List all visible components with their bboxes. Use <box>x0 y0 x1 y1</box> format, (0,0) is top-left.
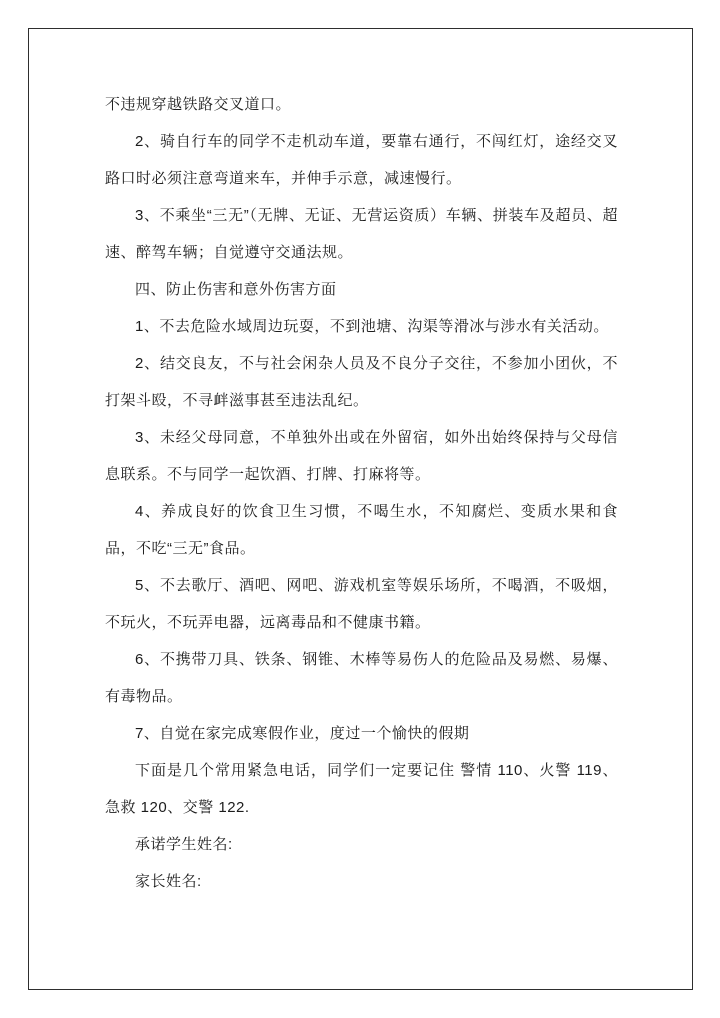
section-heading: 四、防止伤害和意外伤害方面 <box>135 281 337 298</box>
paragraph: 1、不去危险水域周边玩耍，不到池塘、沟渠等滑冰与涉水有关活动。 <box>135 318 609 335</box>
signature-line-parent: 家长姓名: <box>135 873 202 890</box>
paragraph: 5、不去歌厅、酒吧、网吧、游戏机室等娱乐场所，不喝酒，不吸烟，不玩火，不玩弄电器，远离毒品和不健康书籍。 <box>105 577 618 631</box>
paragraph: 6、不携带刀具、铁条、钢锥、木棒等易伤人的危险品及易燃、易爆、有毒物品。 <box>105 651 618 705</box>
paragraph: 7、自觉在家完成寒假作业，度过一个愉快的假期 <box>135 725 470 742</box>
document-body <box>105 86 618 900</box>
paragraph: 2、骑自行车的同学不走机动车道，要靠右通行，不闯红灯，途经交叉路口时必须注意弯道来车，并伸手示意，减速慢行。 <box>105 133 618 187</box>
signature-line-student: 承诺学生姓名: <box>135 836 233 853</box>
paragraph: 4、养成良好的饮食卫生习惯，不喝生水，不知腐烂、变质水果和食品，不吃“三无”食品。 <box>105 503 618 557</box>
paragraph: 3、未经父母同意，不单独外出或在外留宿，如外出始终保持与父母信息联系。不与同学一起饮酒、打牌、打麻将等。 <box>105 429 618 483</box>
paragraph: 2、结交良友，不与社会闲杂人员及不良分子交往，不参加小团伙，不打架斗殴，不寻衅滋事甚至违法乱纪。 <box>105 355 618 409</box>
paragraph: 3、不乘坐“三无”（无牌、无证、无营运资质）车辆、拼装车及超员、超速、醉驾车辆；自觉遵守交通法规。 <box>105 207 618 261</box>
paragraph: 不违规穿越铁路交叉道口。 <box>105 96 292 113</box>
paragraph: 下面是几个常用紧急电话，同学们一定要记住 警情 110、火警 119、急救 120、交警 122. <box>105 762 618 816</box>
